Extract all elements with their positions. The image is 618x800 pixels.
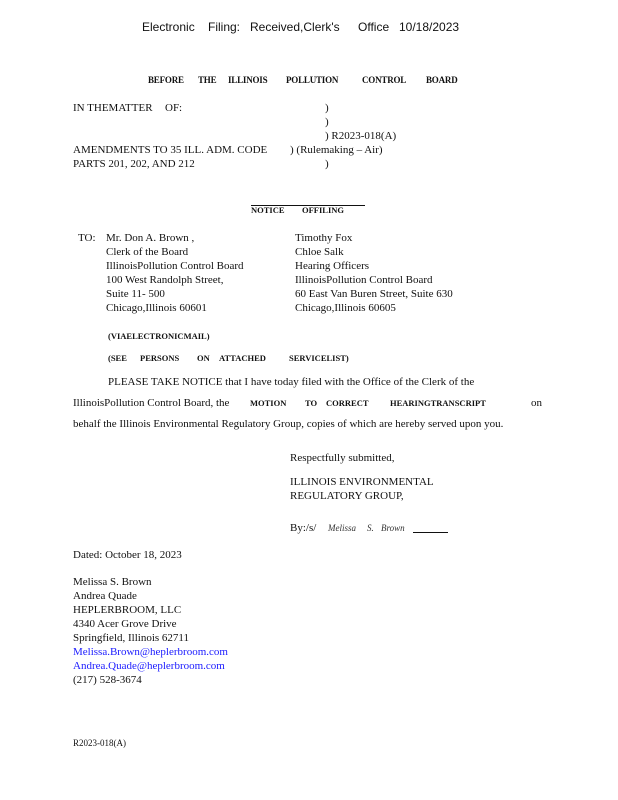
recipient-line: 100 West Randolph Street, [106,274,224,286]
body-line: behalf the Illinois Environmental Regulatory Group, copies of which are hereby served upon you. [73,418,504,430]
via-electronic-mail: (VIAELECTRONICMAIL) [108,331,210,341]
signature-first: Melissa [328,523,356,533]
on-word: on [531,397,542,409]
email-link[interactable]: Melissa.Brown@heplerbroom.com [73,646,228,658]
footer-docket: R2023-018(A) [73,738,126,748]
recipient-line: Timothy Fox [295,232,353,244]
heading-word: THE [198,75,217,85]
in-the-matter: IN THEMATTER [73,102,153,114]
org-name-line: ILLINOIS ENVIRONMENTAL [290,476,434,488]
body-line: IllinoisPollution Control Board, the [73,397,230,409]
counsel-line: HEPLERBROOM, LLC [73,604,182,616]
by-label: By:/s/ [290,522,317,534]
on-word: ON [197,353,210,363]
see-word: (SEE [108,353,127,363]
counsel-line: 4340 Acer Grove Drive [73,618,177,630]
header-office: Office [358,20,390,34]
amendments-line: AMENDMENTS TO 35 ILL. ADM. CODE [73,144,268,156]
respectfully-submitted: Respectfully submitted, [290,452,395,464]
counsel-line: Melissa S. Brown [73,576,152,588]
recipient-hearing-officers [295,231,453,315]
docket-number: ) R2023-018(A) [325,130,397,142]
counsel-line: Springfield, Illinois 62711 [73,632,190,644]
header-received: Received,Clerk's [250,20,340,34]
of-label: OF: [165,102,183,114]
caption-paren: ) [325,102,329,114]
recipient-line: Mr. Don A. Brown , [106,232,195,244]
recipient-line: Clerk of the Board [106,246,189,258]
phone-number: (217) 528-3674 [73,674,142,686]
motion-word: MOTION [250,398,287,408]
header-filing: Filing: [208,20,241,34]
recipient-line: Chicago,Illinois 60601 [106,302,207,314]
persons-word: PERSONS [140,353,180,363]
signature-line [413,532,448,533]
notice-word: NOTICE [251,205,285,215]
recipient-line: 60 East Van Buren Street, Suite 630 [295,288,453,300]
recipient-line: Chloe Salk [295,246,344,258]
rulemaking-label: ) (Rulemaking – Air) [290,144,383,156]
org-name-line: REGULATORY GROUP, [290,490,404,502]
caption-paren: ) [325,158,329,170]
heading-word: BOARD [426,75,458,85]
signature-middle: S. [367,523,374,533]
hearing-transcript-word: HEARINGTRANSCRIPT [390,398,486,408]
parts-line: PARTS 201, 202, AND 212 [73,158,195,170]
email-link[interactable]: Andrea.Quade@heplerbroom.com [73,660,225,672]
recipient-line: IllinoisPollution Control Board [295,274,433,286]
heading-word: ILLINOIS [228,75,268,85]
signature-last: Brown [381,523,405,533]
to-word: TO [305,398,318,408]
heading-word: BEFORE [148,75,184,85]
heading-word: CONTROL [362,75,407,85]
header-date: 10/18/2023 [399,20,460,34]
heading-word: POLLUTION [286,75,339,85]
caption-paren: ) [325,116,329,128]
correct-word: CORRECT [326,398,369,408]
recipient-line: IllinoisPollution Control Board [106,260,244,272]
recipient-line: Chicago,Illinois 60605 [295,302,396,314]
to-label: TO: [78,232,96,244]
header-electronic: Electronic [142,20,195,34]
recipient-line: Suite 11- 500 [106,288,165,300]
dated-line: Dated: October 18, 2023 [73,549,182,561]
recipient-line: Hearing Officers [295,260,370,272]
service-list-word: SERVICELIST) [289,353,349,363]
counsel-line: Andrea Quade [73,590,137,602]
body-line: PLEASE TAKE NOTICE that I have today filed with the Office of the Clerk of the [108,376,475,388]
of-filing-word: OFFILING [302,205,345,215]
counsel-block [73,575,228,687]
attached-word: ATTACHED [219,353,266,363]
recipient-clerk [106,231,244,315]
